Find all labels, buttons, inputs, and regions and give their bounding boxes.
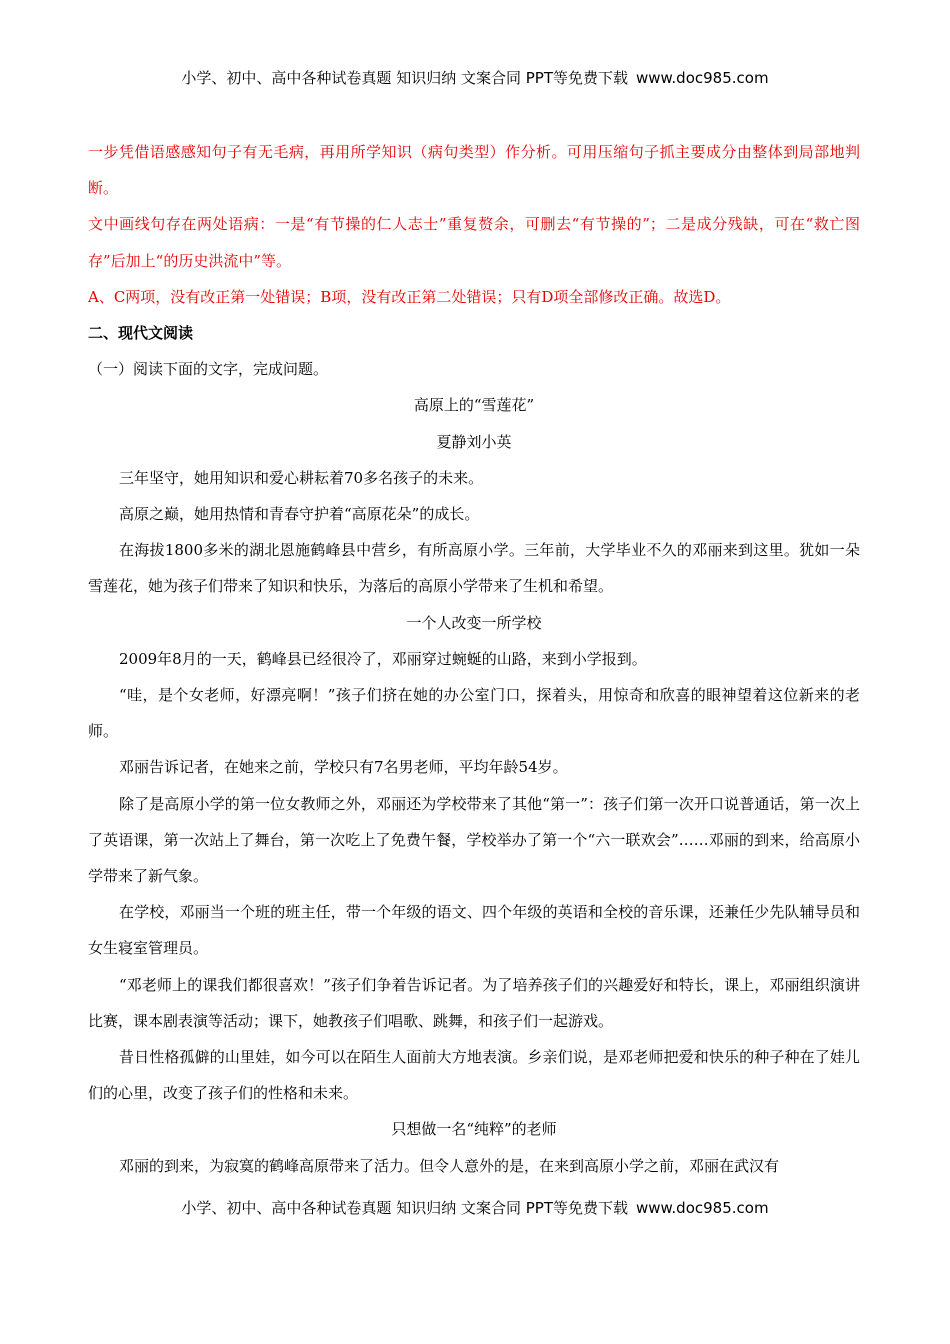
analysis-paragraph: 文中画线句存在两处语病：一是“有节操的仁人志士”重复赘余，可删去“有节操的”；二是成分残缺，可在“救亡图存”后加上“的历史洪流中”等。 (88, 215, 860, 270)
article-paragraph: 邓丽的到来，为寂寞的鹤峰高原带来了活力。但令人意外的是，在来到高原小学之前，邓丽在武汉有 (119, 1156, 780, 1175)
article-paragraph: 三年坚守，她用知识和爱心耕耘着70多名孩子的未来。 (119, 468, 484, 487)
article-subheading: 只想做一名“纯粹”的老师 (391, 1120, 557, 1139)
article-paragraph: 昔日性格孤僻的山里娃，如今可以在陌生人面前大方地表演。乡亲们说，是邓老师把爱和快乐的种子种在了娃儿们的心里，改变了孩子们的性格和未来。 (88, 1048, 860, 1103)
article-subheading: 一个人改变一所学校 (406, 613, 542, 632)
analysis-paragraph: 一步凭借语感感知句子有无毛病，再用所学知识（病句类型）作分析。可用压缩句子抓主要成分由整体到局部地判断。 (88, 143, 860, 198)
section-heading: 二、现代文阅读 (88, 324, 194, 343)
article-title: 高原上的“雪莲花” (413, 396, 535, 415)
article-paragraph: 高原之巅，她用热情和青春守护着“高原花朵”的成长。 (119, 505, 480, 524)
article-paragraph: “哇，是个女老师，好漂亮啊！”孩子们挤在她的办公室门口，探着头，用惊奇和欣喜的眼神望着这位新来的老师。 (88, 686, 860, 741)
article-paragraph: 在学校，邓丽当一个班的班主任，带一个年级的语文、四个年级的英语和全校的音乐课，还兼任少先队辅导员和女生寝室管理员。 (88, 903, 860, 958)
header-url[interactable]: www.doc985.com (635, 69, 769, 87)
answer-analysis (88, 134, 860, 315)
article-author: 夏静刘小英 (436, 432, 512, 451)
article-paragraph: “邓老师上的课我们都很喜欢！”孩子们争着告诉记者。为了培养孩子们的兴趣爱好和特长，课上，邓丽组织演讲比赛，课本剧表演等活动；课下，她教孩子们唱歌、跳舞，和孩子们一起游戏。 (88, 975, 860, 1030)
article-paragraph: 除了是高原小学的第一位女教师之外，邓丽还为学校带来了其他“第一”：孩子们第一次开口说普通话，第一次上了英语课，第一次站上了舞台，第一次吃上了免费午餐，学校举办了第一个“六一联欢会”……邓丽的到来，给高原小学带来了新气象。 (88, 794, 860, 886)
article (88, 387, 860, 1183)
header-text: 小学、初中、高中各种试卷真题 知识归纳 文案合同 PPT等免费下载 (181, 69, 628, 87)
analysis-paragraph: A、C两项，没有改正第一处错误；B项，没有改正第二处错误；只有D项全部修改正确。故选D。 (88, 287, 731, 306)
reading-instruction: （一）阅读下面的文字，完成问题。 (88, 360, 329, 379)
footer-text: 小学、初中、高中各种试卷真题 知识归纳 文案合同 PPT等免费下载 (181, 1199, 628, 1217)
article-paragraph: 邓丽告诉记者，在她来之前，学校只有7名男老师，平均年龄54岁。 (119, 758, 568, 777)
document-body (88, 134, 860, 1184)
page-footer (0, 1197, 950, 1218)
page-header (0, 67, 950, 88)
article-paragraph: 在海拔1800多米的湖北恩施鹤峰县中营乡，有所高原小学。三年前，大学毕业不久的邓丽来到这里。犹如一朵雪莲花，她为孩子们带来了知识和快乐，为落后的高原小学带来了生机和希望。 (88, 541, 860, 596)
footer-url[interactable]: www.doc985.com (635, 1199, 769, 1217)
article-paragraph: 2009年8月的一天，鹤峰县已经很冷了，邓丽穿过蜿蜒的山路，来到小学报到。 (119, 649, 647, 668)
